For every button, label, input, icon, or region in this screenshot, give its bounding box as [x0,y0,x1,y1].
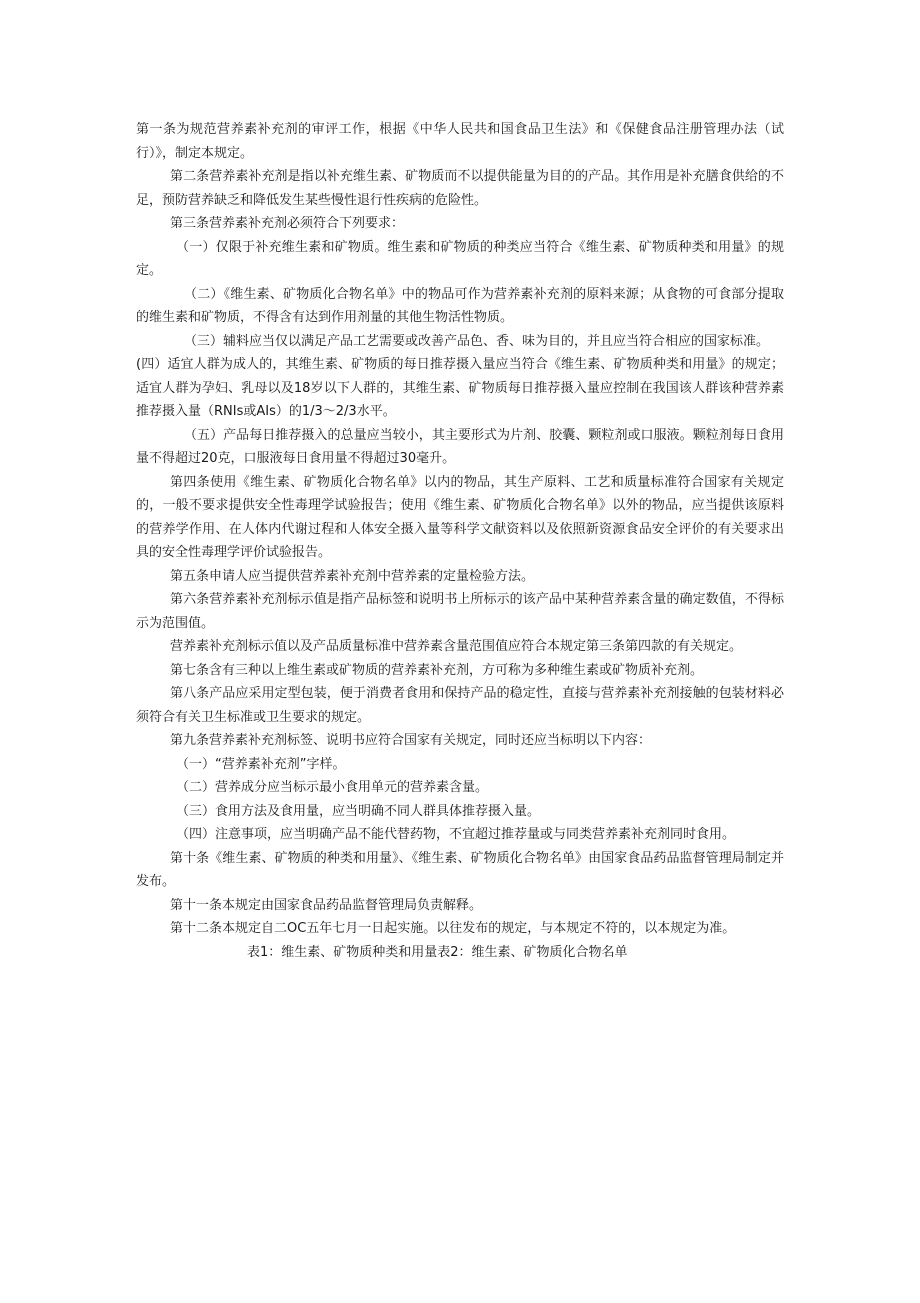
article-9-item-1: （一）“营养素补充剂”字样。 [176,756,346,772]
table-caption: 表1：维生素、矿物质种类和用量表2：维生素、矿物质化合物名单 [247,944,628,960]
article-9-item-3: （三）食用方法及食用量，应当明确不同人群具体推荐摄入量。 [176,803,541,819]
article-10: 第十条《维生素、矿物质的种类和用量》、《维生素、矿物质化合物名单》由国家食品药品监督管理局制定并发布。 [136,850,784,889]
document-body [136,118,784,964]
article-8: 第八条产品应采用定型包装，便于消费者食用和保持产品的稳定性，直接与营养素补充剂接触的包装材料必须符合有关卫生标准或卫生要求的规定。 [136,686,784,725]
article-6: 第六条营养素补充剂标示值是指产品标签和说明书上所标示的该产品中某种营养素含量的确定数值，不得标示为范围值。 [136,592,784,631]
article-9: 第九条营养素补充剂标签、说明书应符合国家有关规定，同时还应当标明以下内容： [170,733,652,748]
article-9-item-4: （四）注意事项，应当明确产品不能代替药物，不宜超过推荐量或与同类营养素补充剂同时食用。 [176,827,736,842]
article-4: 第四条使用《维生素、矿物质化合物名单》以内的物品，其生产原料、工艺和质量标准符合国家有关规定的，一般不要求提供安全性毒理学试验报告；使用《维生素、矿物质化合物名单》以外的物品，应当提供该原料的营养学作用、在人体内代谢过程和人体安全摄入量等科学文献资料以及依照新资源食品安全评价的有关要求出具的安全性毒理学评价试验报告。 [136,474,784,560]
article-11: 第十一条本规定由国家食品药品监督管理局负责解释。 [170,897,483,913]
article-3-item-4: (四）适宜人群为成人的，其维生素、矿物质的每日推荐摄入量应当符合《维生素、矿物质种类和用量》的规定；适宜人群为孕妇、乳母以及18岁以下人群的，其维生素、矿物质每日推荐摄入量应控制在我国该人群该种营养素推荐摄入量（RNIs或AIs）的1/3～2/3水平。 [136,357,784,419]
article-3-item-3: （三）辅料应当仅以满足产品工艺需要或改善产品色、香、味为目的，并且应当符合相应的国家标准。 [184,333,770,349]
article-7: 第七条含有三种以上维生素或矿物质的营养素补充剂，方可称为多种维生素或矿物质补充剂。 [170,662,704,678]
article-12: 第十二条本规定自二OC五年七月一日起实施。以往发布的规定，与本规定不符的，以本规定为准。 [170,921,736,936]
article-3-item-2: （二）《维生素、矿物质化合物名单》中的物品可作为营养素补充剂的原料来源；从食物的可食部分提取的维生素和矿物质，不得含有达到作用剂量的其他生物活性物质。 [136,286,784,325]
article-5: 第五条申请人应当提供营养素补充剂中营养素的定量检验方法。 [170,568,535,584]
article-1: 第一条为规范营养素补充剂的审评工作，根据《中华人民共和国食品卫生法》和《保健食品注册管理办法（试行）》，制定本规定。 [136,122,784,161]
article-9-item-2: （二）营养成分应当标示最小食用单元的营养素含量。 [176,780,489,795]
article-6-note: 营养素补充剂标示值以及产品质量标准中营养素含量范围值应符合本规定第三条第四款的有关规定。 [170,639,743,654]
article-3: 第三条营养素补充剂必须符合下列要求： [170,216,405,231]
article-2: 第二条营养素补充剂是指以补充维生素、矿物质而不以提供能量为目的的产品。其作用是补充膳食供给的不足，预防营养缺乏和降低发生某些慢性退行性疾病的危险性。 [136,169,784,208]
article-3-item-1: （一）仅限于补充维生素和矿物质。维生素和矿物质的种类应当符合《维生素、矿物质种类和用量》的规定。 [136,239,784,278]
article-3-item-5: （五）产品每日推荐摄入的总量应当较小，其主要形式为片剂、胶囊、颗粒剂或口服液。颗粒剂每日食用量不得超过20克，口服液每日食用量不得超过30毫升。 [136,427,784,466]
